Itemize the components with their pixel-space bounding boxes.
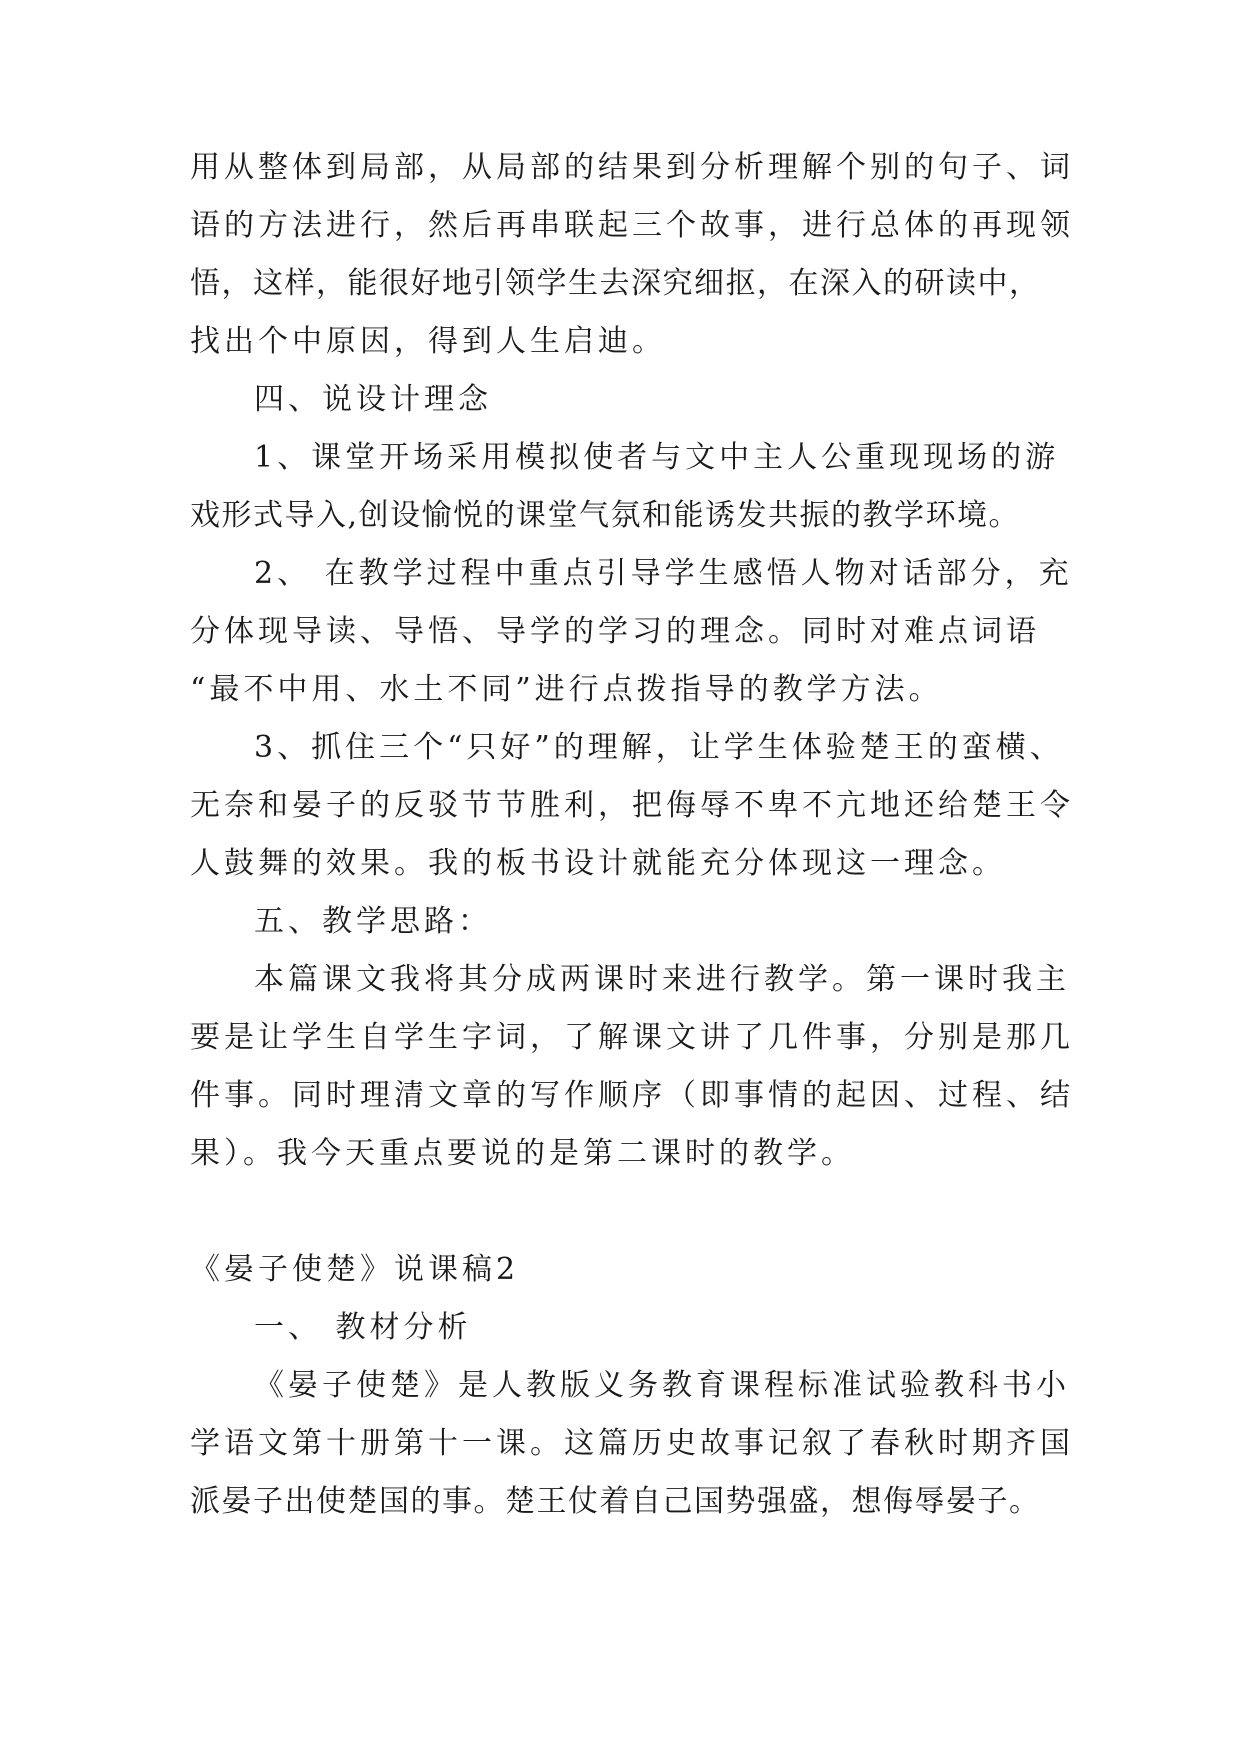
paragraph-line: 人鼓舞的效果。我的板书设计就能充分体现这一理念。 [190, 846, 1006, 881]
paragraph-line: 件事。同时理清文章的写作顺序（即事情的起因、过程、结 [190, 1078, 1074, 1113]
paragraph-line: 《晏子使楚》是人教版义务教育课程标准试验教科书小 [254, 1368, 1070, 1403]
paragraph-line: 戏形式导入,创设愉悦的课堂气氛和能诱发共振的教学环境。 [190, 498, 1021, 533]
paragraph-line: 学语文第十册第十一课。这篇历史故事记叙了春秋时期齐国 [190, 1426, 1074, 1461]
section-heading: 一、 教材分析 [254, 1310, 472, 1345]
paragraph-line: 悟，这样，能很好地引领学生去深究细抠，在深入的研读中， [190, 266, 1041, 301]
paragraph-line: 要是让学生自学生字词，了解课文讲了几件事，分别是那几 [190, 1020, 1074, 1055]
paragraph-line: 果）。我今天重点要说的是第二课时的教学。 [190, 1136, 855, 1171]
paragraph-line: “最不中用、水土不同”进行点拨指导的教学方法。 [190, 672, 943, 707]
paragraph-line: 本篇课文我将其分成两课时来进行教学。第一课时我主 [254, 962, 1070, 997]
section-heading: 四、说设计理念 [254, 382, 492, 417]
paragraph-line: 找出个中原因，得到人生启迪。 [190, 324, 666, 359]
paragraph-line: 语的方法进行，然后再串联起三个故事，进行总体的再现领 [190, 208, 1074, 243]
paragraph-line: 2、 在教学过程中重点引导学生感悟人物对话部分，充 [254, 556, 1073, 591]
section-heading: 五、教学思路： [254, 904, 492, 939]
paragraph-line: 1、课堂开场采用模拟使者与文中主人公重现现场的游 [254, 440, 1060, 475]
paragraph-line: 无奈和晏子的反驳节节胜利，把侮辱不卑不亢地还给楚王令 [190, 788, 1074, 823]
document-title: 《晏子使楚》说课稿2 [190, 1252, 520, 1287]
paragraph-line: 派晏子出使楚国的事。楚王仗着自己国势强盛，想侮辱晏子。 [190, 1484, 1041, 1519]
paragraph-line: 用从整体到局部，从局部的结果到分析理解个别的句子、词 [190, 150, 1074, 185]
paragraph-line: 分体现导读、导悟、导学的学习的理念。同时对难点词语 [190, 614, 1040, 649]
paragraph-line: 3、抓住三个“只好”的理解，让学生体验楚王的蛮横、 [254, 730, 1064, 765]
